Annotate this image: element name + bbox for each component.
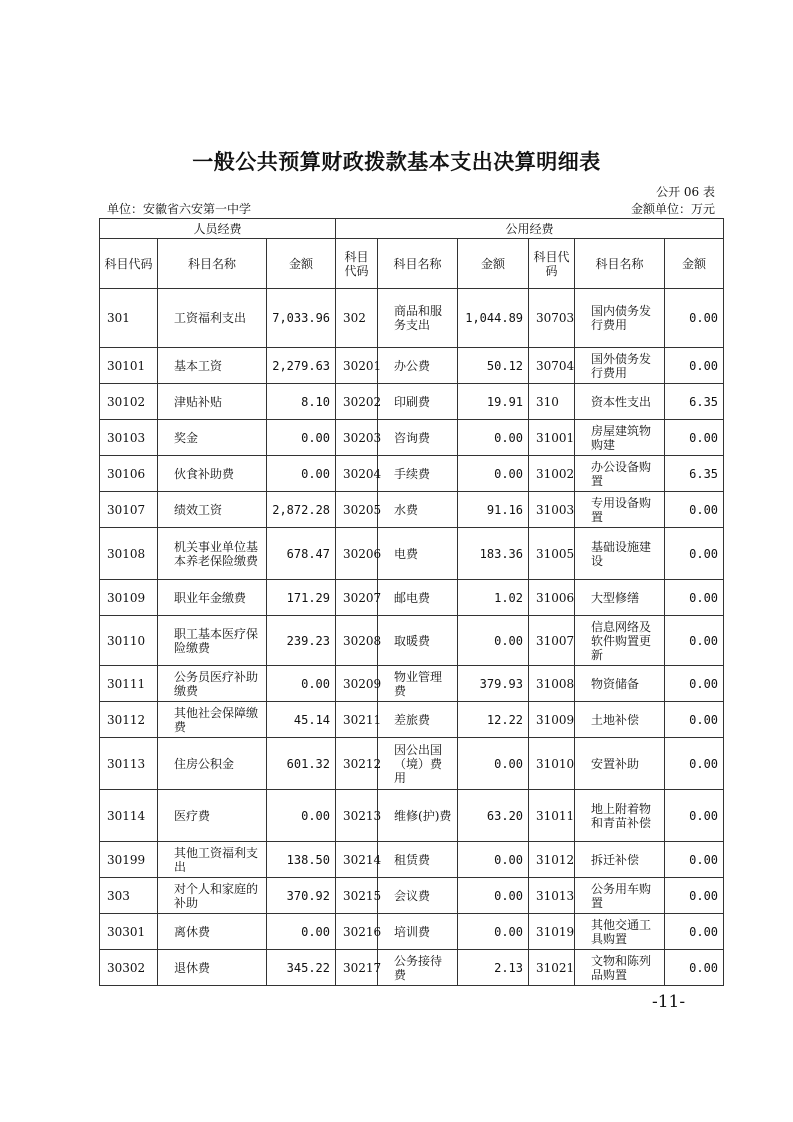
subject-name: 因公出国（境）费用 (378, 738, 458, 790)
subject-name: 医疗费 (158, 790, 267, 842)
subject-code: 30212 (336, 738, 378, 790)
amount: 19.91 (458, 384, 529, 420)
subject-name: 基础设施建设 (575, 528, 665, 580)
amount: 0.00 (665, 878, 724, 914)
unit-label: 单位：安徽省六安第一中学 (107, 202, 252, 216)
amount: 0.00 (267, 420, 336, 456)
amount: 0.00 (458, 878, 529, 914)
amount: 345.22 (267, 950, 336, 986)
form-number: 公开 06 表 (656, 185, 715, 199)
subject-name: 取暖费 (378, 616, 458, 666)
column-header-name: 科目名称 (158, 239, 267, 289)
subject-name: 基本工资 (158, 348, 267, 384)
subject-name: 办公设备购置 (575, 456, 665, 492)
subject-code: 30214 (336, 842, 378, 878)
subject-code: 30209 (336, 666, 378, 702)
subject-code: 30199 (100, 842, 158, 878)
subject-name: 电费 (378, 528, 458, 580)
amount: 0.00 (665, 702, 724, 738)
amount: 239.23 (267, 616, 336, 666)
table-row (100, 456, 724, 492)
table-row (100, 878, 724, 914)
amount: 63.20 (458, 790, 529, 842)
subject-name: 公务用车购置 (575, 878, 665, 914)
subject-code: 31012 (529, 842, 575, 878)
subject-name: 地上附着物和青苗补偿 (575, 790, 665, 842)
amount: 601.32 (267, 738, 336, 790)
subject-name: 安置补助 (575, 738, 665, 790)
subject-name: 拆迁补偿 (575, 842, 665, 878)
subject-name: 物业管理费 (378, 666, 458, 702)
table-row (100, 420, 724, 456)
amount: 45.14 (267, 702, 336, 738)
table-row (100, 666, 724, 702)
subject-name: 水费 (378, 492, 458, 528)
subject-name: 其他社会保障缴费 (158, 702, 267, 738)
amount: 0.00 (665, 492, 724, 528)
amount: 0.00 (665, 289, 724, 348)
subject-name: 国内债务发行费用 (575, 289, 665, 348)
subject-code: 303 (100, 878, 158, 914)
amount: 8.10 (267, 384, 336, 420)
subject-name: 会议费 (378, 878, 458, 914)
subject-code: 31013 (529, 878, 575, 914)
subject-name: 物资储备 (575, 666, 665, 702)
subject-code: 30113 (100, 738, 158, 790)
subject-code: 30211 (336, 702, 378, 738)
amount: 0.00 (267, 790, 336, 842)
subject-name: 公务员医疗补助缴费 (158, 666, 267, 702)
subject-code: 30217 (336, 950, 378, 986)
amount: 370.92 (267, 878, 336, 914)
subject-code: 30101 (100, 348, 158, 384)
group-header-personnel: 人员经费 (100, 219, 336, 239)
amount: 379.93 (458, 666, 529, 702)
subject-name: 津贴补贴 (158, 384, 267, 420)
subject-name: 伙食补助费 (158, 456, 267, 492)
subject-name: 绩效工资 (158, 492, 267, 528)
subject-code: 31002 (529, 456, 575, 492)
subject-name: 公务接待费 (378, 950, 458, 986)
subject-code: 30114 (100, 790, 158, 842)
column-header-amount: 金额 (267, 239, 336, 289)
subject-name: 国外债务发行费用 (575, 348, 665, 384)
subject-name: 咨询费 (378, 420, 458, 456)
subject-code: 30112 (100, 702, 158, 738)
subject-code: 310 (529, 384, 575, 420)
table-row (100, 738, 724, 790)
subject-code: 301 (100, 289, 158, 348)
subject-code: 30204 (336, 456, 378, 492)
column-header-code: 科目代码 (336, 239, 378, 289)
subject-name: 退休费 (158, 950, 267, 986)
amount: 0.00 (665, 790, 724, 842)
subject-name: 其他交通工具购置 (575, 914, 665, 950)
amount: 12.22 (458, 702, 529, 738)
subject-code: 31019 (529, 914, 575, 950)
amount: 183.36 (458, 528, 529, 580)
subject-name: 办公费 (378, 348, 458, 384)
table-row (100, 950, 724, 986)
subject-name: 邮电费 (378, 580, 458, 616)
table-row (100, 790, 724, 842)
subject-code: 30202 (336, 384, 378, 420)
amount: 0.00 (665, 842, 724, 878)
amount: 0.00 (458, 456, 529, 492)
amount: 0.00 (665, 580, 724, 616)
money-unit-label: 金额单位：万元 (630, 202, 715, 216)
subject-code: 30205 (336, 492, 378, 528)
amount: 2,872.28 (267, 492, 336, 528)
amount: 0.00 (267, 666, 336, 702)
amount: 0.00 (458, 738, 529, 790)
subject-name: 工资福利支出 (158, 289, 267, 348)
subject-name: 对个人和家庭的补助 (158, 878, 267, 914)
table-row (100, 528, 724, 580)
subject-code: 30110 (100, 616, 158, 666)
table-row (100, 616, 724, 666)
subject-code: 30108 (100, 528, 158, 580)
amount: 0.00 (458, 420, 529, 456)
column-header-code: 科目代码 (529, 239, 575, 289)
subject-name: 大型修缮 (575, 580, 665, 616)
column-header-name: 科目名称 (378, 239, 458, 289)
subject-name: 文物和陈列品购置 (575, 950, 665, 986)
amount: 50.12 (458, 348, 529, 384)
subject-code: 30102 (100, 384, 158, 420)
subject-code: 30111 (100, 666, 158, 702)
table-row (100, 348, 724, 384)
subject-code: 30208 (336, 616, 378, 666)
subject-name: 商品和服务支出 (378, 289, 458, 348)
subject-name: 职工基本医疗保险缴费 (158, 616, 267, 666)
subject-code: 31003 (529, 492, 575, 528)
expenditure-table (99, 218, 724, 986)
amount: 0.00 (665, 528, 724, 580)
subject-code: 31006 (529, 580, 575, 616)
subject-code: 30302 (100, 950, 158, 986)
subject-name: 差旅费 (378, 702, 458, 738)
subject-name: 土地补偿 (575, 702, 665, 738)
subject-name: 资本性支出 (575, 384, 665, 420)
column-header-name: 科目名称 (575, 239, 665, 289)
subject-name: 专用设备购置 (575, 492, 665, 528)
column-header-amount: 金额 (665, 239, 724, 289)
amount: 91.16 (458, 492, 529, 528)
subject-name: 机关事业单位基本养老保险缴费 (158, 528, 267, 580)
amount: 2,279.63 (267, 348, 336, 384)
subject-code: 30704 (529, 348, 575, 384)
subject-code: 30703 (529, 289, 575, 348)
amount: 0.00 (665, 420, 724, 456)
amount: 171.29 (267, 580, 336, 616)
subject-name: 奖金 (158, 420, 267, 456)
amount: 0.00 (665, 616, 724, 666)
amount: 6.35 (665, 456, 724, 492)
subject-code: 31008 (529, 666, 575, 702)
table-row (100, 914, 724, 950)
subject-code: 31011 (529, 790, 575, 842)
subject-name: 租赁费 (378, 842, 458, 878)
amount: 0.00 (665, 738, 724, 790)
subject-name: 房屋建筑物购建 (575, 420, 665, 456)
amount: 2.13 (458, 950, 529, 986)
table-row (100, 842, 724, 878)
group-header-public: 公用经费 (336, 219, 724, 239)
amount: 0.00 (665, 914, 724, 950)
subject-code: 30106 (100, 456, 158, 492)
amount: 0.00 (458, 842, 529, 878)
subject-code: 302 (336, 289, 378, 348)
subject-name: 维修(护)费 (378, 790, 458, 842)
table-row (100, 384, 724, 420)
table-row (100, 580, 724, 616)
amount: 138.50 (267, 842, 336, 878)
column-header-code: 科目代码 (100, 239, 158, 289)
subject-code: 30216 (336, 914, 378, 950)
subject-code: 31001 (529, 420, 575, 456)
subject-name: 住房公积金 (158, 738, 267, 790)
subject-code: 30201 (336, 348, 378, 384)
page-title: 一般公共预算财政拨款基本支出决算明细表 (192, 150, 601, 174)
subject-code: 31007 (529, 616, 575, 666)
subject-code: 31005 (529, 528, 575, 580)
subject-code: 30103 (100, 420, 158, 456)
subject-code: 30213 (336, 790, 378, 842)
subject-name: 信息网络及软件购置更新 (575, 616, 665, 666)
subject-code: 30301 (100, 914, 158, 950)
amount: 0.00 (458, 914, 529, 950)
subject-code: 30107 (100, 492, 158, 528)
amount: 1.02 (458, 580, 529, 616)
subject-name: 培训费 (378, 914, 458, 950)
amount: 0.00 (665, 666, 724, 702)
amount: 0.00 (458, 616, 529, 666)
subject-code: 30206 (336, 528, 378, 580)
subject-code: 30109 (100, 580, 158, 616)
subject-name: 职业年金缴费 (158, 580, 267, 616)
page-number: -11- (652, 992, 686, 1012)
table-row (100, 289, 724, 348)
column-header-amount: 金额 (458, 239, 529, 289)
subject-name: 其他工资福利支出 (158, 842, 267, 878)
amount: 6.35 (665, 384, 724, 420)
amount: 678.47 (267, 528, 336, 580)
table-row (100, 702, 724, 738)
subject-code: 31021 (529, 950, 575, 986)
subject-code: 31009 (529, 702, 575, 738)
subject-name: 印刷费 (378, 384, 458, 420)
amount: 0.00 (665, 950, 724, 986)
amount: 7,033.96 (267, 289, 336, 348)
subject-code: 31010 (529, 738, 575, 790)
subject-name: 离休费 (158, 914, 267, 950)
subject-code: 30215 (336, 878, 378, 914)
subject-code: 30203 (336, 420, 378, 456)
amount: 1,044.89 (458, 289, 529, 348)
subject-code: 30207 (336, 580, 378, 616)
amount: 0.00 (267, 456, 336, 492)
subject-name: 手续费 (378, 456, 458, 492)
table-row (100, 492, 724, 528)
amount: 0.00 (267, 914, 336, 950)
amount: 0.00 (665, 348, 724, 384)
